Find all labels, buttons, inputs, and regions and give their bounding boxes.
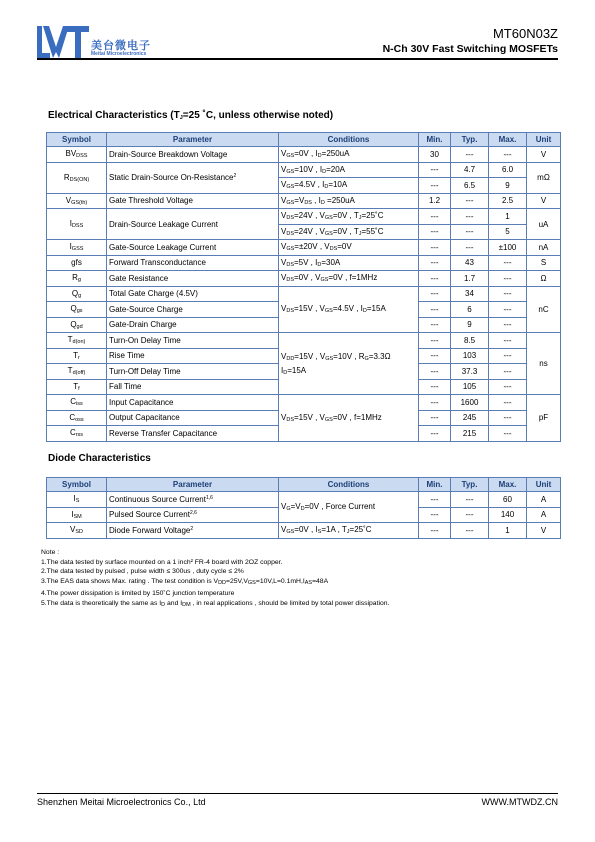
conditions-cell: $V_{GS}=0V$ , $I_S=1A$ , $T_J=25˚C$ [279, 523, 419, 539]
table-row [47, 395, 561, 411]
parameter-cell: Reverse Transfer Capacitance [107, 426, 279, 442]
conditions-cell: $V_{DS}=5V$ , $I_D=30A$ [279, 255, 419, 271]
typ-cell: 6.5 [451, 178, 489, 194]
symbol-cell: $C_{iss}$ [47, 395, 107, 411]
header-divider [37, 58, 558, 60]
max-cell: --- [489, 255, 527, 271]
symbol-cell: $T_{d(off)}$ [47, 364, 107, 380]
conditions-cell: $V_{GS}=4.5V$ , $I_D=10A$ [279, 178, 419, 194]
conditions-cell: $V_G=V_D=0V$ , Force Current [279, 492, 419, 523]
parameter-cell: Pulsed Source Current$^{2,6}$ [107, 507, 279, 523]
table-row [47, 333, 561, 349]
parameter-cell: Drain-Source Leakage Current [107, 209, 279, 240]
min-cell: --- [419, 348, 451, 364]
typ-cell: 43 [451, 255, 489, 271]
typ-cell: 1600 [451, 395, 489, 411]
column-header: Typ. [451, 133, 489, 147]
table-header-row [47, 133, 561, 147]
diode-characteristics-table [46, 477, 561, 539]
column-header: Unit [527, 133, 561, 147]
max-cell: --- [489, 302, 527, 318]
typ-cell: --- [451, 492, 489, 508]
symbol-cell: gfs [47, 255, 107, 271]
unit-cell: nA [527, 240, 561, 256]
footer-company: Shenzhen Meitai Microelectronics Co., Ltd [37, 797, 206, 807]
parameter-cell: Gate-Source Leakage Current [107, 240, 279, 256]
notes-block [41, 548, 389, 610]
symbol-cell: $T_r$ [47, 348, 107, 364]
typ-cell: 103 [451, 348, 489, 364]
table-row [47, 523, 561, 539]
typ-cell: 9 [451, 317, 489, 333]
unit-cell: V [527, 523, 561, 539]
note-item: 2.The data tested by pulsed , pulse width ≤ 300us , duty cycle ≤ 2% [41, 568, 244, 576]
min-cell: --- [419, 379, 451, 395]
column-header: Min. [419, 478, 451, 492]
max-cell: --- [489, 317, 527, 333]
electrical-characteristics-table [46, 132, 561, 442]
table-row [47, 193, 561, 209]
typ-cell: 8.5 [451, 333, 489, 349]
column-header: Symbol [47, 478, 107, 492]
electrical-section-title: Electrical Characteristics ($T_J=25$ ˚C, unless otherwise noted) [48, 110, 334, 121]
symbol-cell: $I_{GSS}$ [47, 240, 107, 256]
unit-cell: Ω [527, 271, 561, 287]
unit-cell: A [527, 507, 561, 523]
parameter-cell: Gate Resistance [107, 271, 279, 287]
conditions-cell: $V_{DS}=15V$ , $V_{GS}=0V$ , f=1MHz [279, 395, 419, 442]
conditions-cell: $V_{DS}=0V$ , $V_{GS}=0V$ , f=1MHz [279, 271, 419, 287]
column-header: Symbol [47, 133, 107, 147]
parameter-cell: Continuous Source Current$^{1,6}$ [107, 492, 279, 508]
typ-cell: 245 [451, 410, 489, 426]
column-header: Max. [489, 133, 527, 147]
typ-cell: 37.3 [451, 364, 489, 380]
max-cell: --- [489, 410, 527, 426]
min-cell: --- [419, 255, 451, 271]
typ-cell: --- [451, 523, 489, 539]
typ-cell: 215 [451, 426, 489, 442]
unit-cell: V [527, 147, 561, 163]
max-cell: --- [489, 147, 527, 163]
parameter-cell: Fall Time [107, 379, 279, 395]
typ-cell: 34 [451, 286, 489, 302]
typ-cell: 6 [451, 302, 489, 318]
max-cell: 140 [489, 507, 527, 523]
symbol-cell: $T_f$ [47, 379, 107, 395]
max-cell: --- [489, 271, 527, 287]
symbol-cell: $Q_{gs}$ [47, 302, 107, 318]
max-cell: 2.5 [489, 193, 527, 209]
column-header: Unit [527, 478, 561, 492]
conditions-cell: $V_{GS}=\pm 20V$ , $V_{DS}=0V$ [279, 240, 419, 256]
notes-heading: Note : [41, 549, 60, 556]
parameter-cell: Input Capacitance [107, 395, 279, 411]
typ-cell: --- [451, 224, 489, 240]
table-row [47, 255, 561, 271]
table-header-row [47, 478, 561, 492]
symbol-cell: $R_g$ [47, 271, 107, 287]
max-cell: 9 [489, 178, 527, 194]
conditions-cell: $V_{GS}=10V$ , $I_D=20A$ [279, 162, 419, 178]
brand-chinese-name: 美台微电子 [91, 40, 151, 52]
unit-cell: ns [527, 333, 561, 395]
max-cell: --- [489, 348, 527, 364]
max-cell: --- [489, 333, 527, 349]
brand-english-name: Meitai Microelectronics [91, 51, 147, 57]
min-cell: 30 [419, 147, 451, 163]
min-cell: --- [419, 286, 451, 302]
min-cell: --- [419, 426, 451, 442]
typ-cell: 105 [451, 379, 489, 395]
symbol-cell: $C_{oss}$ [47, 410, 107, 426]
parameter-cell: Total Gate Charge (4.5V) [107, 286, 279, 302]
symbol-cell: $I_{SM}$ [47, 507, 107, 523]
conditions-cell: $V_{DS}=15V$ , $V_{GS}=4.5V$ , $I_D=15A$ [279, 286, 419, 333]
max-cell: --- [489, 379, 527, 395]
min-cell: --- [419, 317, 451, 333]
conditions-cell: $V_{DS}=24V$ , $V_{GS}=0V$ , $T_J=55˚C$ [279, 224, 419, 240]
max-cell: 1 [489, 209, 527, 225]
parameter-cell: Gate-Source Charge [107, 302, 279, 318]
table-row [47, 240, 561, 256]
conditions-cell: $V_{DS}=24V$ , $V_{GS}=0V$ , $T_J=25˚C$ [279, 209, 419, 225]
table-row [47, 271, 561, 287]
conditions-cell: $V_{GS}=0V$ , $I_D=250uA$ [279, 147, 419, 163]
max-cell: --- [489, 426, 527, 442]
symbol-cell: $C_{rss}$ [47, 426, 107, 442]
max-cell: 5 [489, 224, 527, 240]
column-header: Conditions [279, 133, 419, 147]
min-cell: --- [419, 523, 451, 539]
min-cell: --- [419, 333, 451, 349]
typ-cell: --- [451, 193, 489, 209]
min-cell: 1.2 [419, 193, 451, 209]
max-cell: --- [489, 364, 527, 380]
typ-cell: --- [451, 209, 489, 225]
min-cell: --- [419, 178, 451, 194]
symbol-cell: $T_{d(on)}$ [47, 333, 107, 349]
parameter-cell: Turn-On Delay Time [107, 333, 279, 349]
note-item: 3.The EAS data shows Max. rating . The test condition is $V_{DD}=25V,V_{GS}=10V,L=0.1mH,I_{AS}=48A$ [41, 578, 329, 587]
min-cell: --- [419, 271, 451, 287]
typ-cell: 1.7 [451, 271, 489, 287]
conditions-cell: $V_{GS}=V_{DS}$ , $I_D =250uA$ [279, 193, 419, 209]
table-row [47, 286, 561, 302]
table-row [47, 162, 561, 178]
unit-cell: S [527, 255, 561, 271]
max-cell: 1 [489, 523, 527, 539]
footer-divider [37, 793, 558, 794]
parameter-cell: Gate-Drain Charge [107, 317, 279, 333]
max-cell: 6.0 [489, 162, 527, 178]
min-cell: --- [419, 240, 451, 256]
note-item: 4.The power dissipation is limited by 150˚C junction temperature [41, 589, 235, 597]
max-cell: --- [489, 286, 527, 302]
min-cell: --- [419, 492, 451, 508]
parameter-cell: Diode Forward Voltage$^2$ [107, 523, 279, 539]
min-cell: --- [419, 162, 451, 178]
symbol-cell: $V_{SD}$ [47, 523, 107, 539]
parameter-cell: Output Capacitance [107, 410, 279, 426]
min-cell: --- [419, 395, 451, 411]
unit-cell: V [527, 193, 561, 209]
note-item: 1.The data tested by surface mounted on a 1 inch² FR-4 board with 2OZ copper. [41, 558, 283, 566]
conditions-cell: $V_{DD}=15V$ , $V_{GS}=10V$ , $R_G=3.3\Omega$ $I_D=15A$ [279, 333, 419, 395]
note-item: 5.The data is theoretically the same as $I_D$ and $I_{DM}$ , in real applications , should be limited by total power dissipation. [41, 599, 390, 608]
unit-cell: mΩ [527, 162, 561, 193]
parameter-cell: Gate Threshold Voltage [107, 193, 279, 209]
column-header: Typ. [451, 478, 489, 492]
unit-cell: pF [527, 395, 561, 442]
parameter-cell: Static Drain-Source On-Resistance$^2$ [107, 162, 279, 193]
symbol-cell: $V_{GS(th)}$ [47, 193, 107, 209]
parameter-cell: Forward Transconductance [107, 255, 279, 271]
typ-cell: --- [451, 147, 489, 163]
symbol-cell: $I_{DSS}$ [47, 209, 107, 240]
min-cell: --- [419, 224, 451, 240]
typ-cell: --- [451, 507, 489, 523]
document-subtitle: N-Ch 30V Fast Switching MOSFETs [382, 43, 558, 55]
company-logo [37, 20, 159, 60]
column-header: Min. [419, 133, 451, 147]
table-row [47, 492, 561, 508]
table-row [47, 147, 561, 163]
max-cell: 60 [489, 492, 527, 508]
mt-logo-icon [37, 20, 89, 60]
column-header: Conditions [279, 478, 419, 492]
footer-website: WWW.MTWDZ.CN [481, 797, 558, 807]
symbol-cell: $Q_{gd}$ [47, 317, 107, 333]
typ-cell: 4.7 [451, 162, 489, 178]
part-number: MT60N03Z [492, 26, 558, 41]
unit-cell: A [527, 492, 561, 508]
min-cell: --- [419, 209, 451, 225]
parameter-cell: Turn-Off Delay Time [107, 364, 279, 380]
column-header: Parameter [107, 478, 279, 492]
min-cell: --- [419, 410, 451, 426]
symbol-cell: $R_{DS(ON)}$ [47, 162, 107, 193]
max-cell: --- [489, 395, 527, 411]
column-header: Parameter [107, 133, 279, 147]
symbol-cell: $Q_g$ [47, 286, 107, 302]
typ-cell: --- [451, 240, 489, 256]
symbol-cell: $I_S$ [47, 492, 107, 508]
unit-cell: uA [527, 209, 561, 240]
min-cell: --- [419, 507, 451, 523]
parameter-cell: Rise Time [107, 348, 279, 364]
min-cell: --- [419, 302, 451, 318]
min-cell: --- [419, 364, 451, 380]
unit-cell: nC [527, 286, 561, 333]
max-cell: ±100 [489, 240, 527, 256]
symbol-cell: $BV_{DSS}$ [47, 147, 107, 163]
column-header: Max. [489, 478, 527, 492]
parameter-cell: Drain-Source Breakdown Voltage [107, 147, 279, 163]
diode-section-title: Diode Characteristics [48, 453, 151, 464]
table-row [47, 209, 561, 225]
